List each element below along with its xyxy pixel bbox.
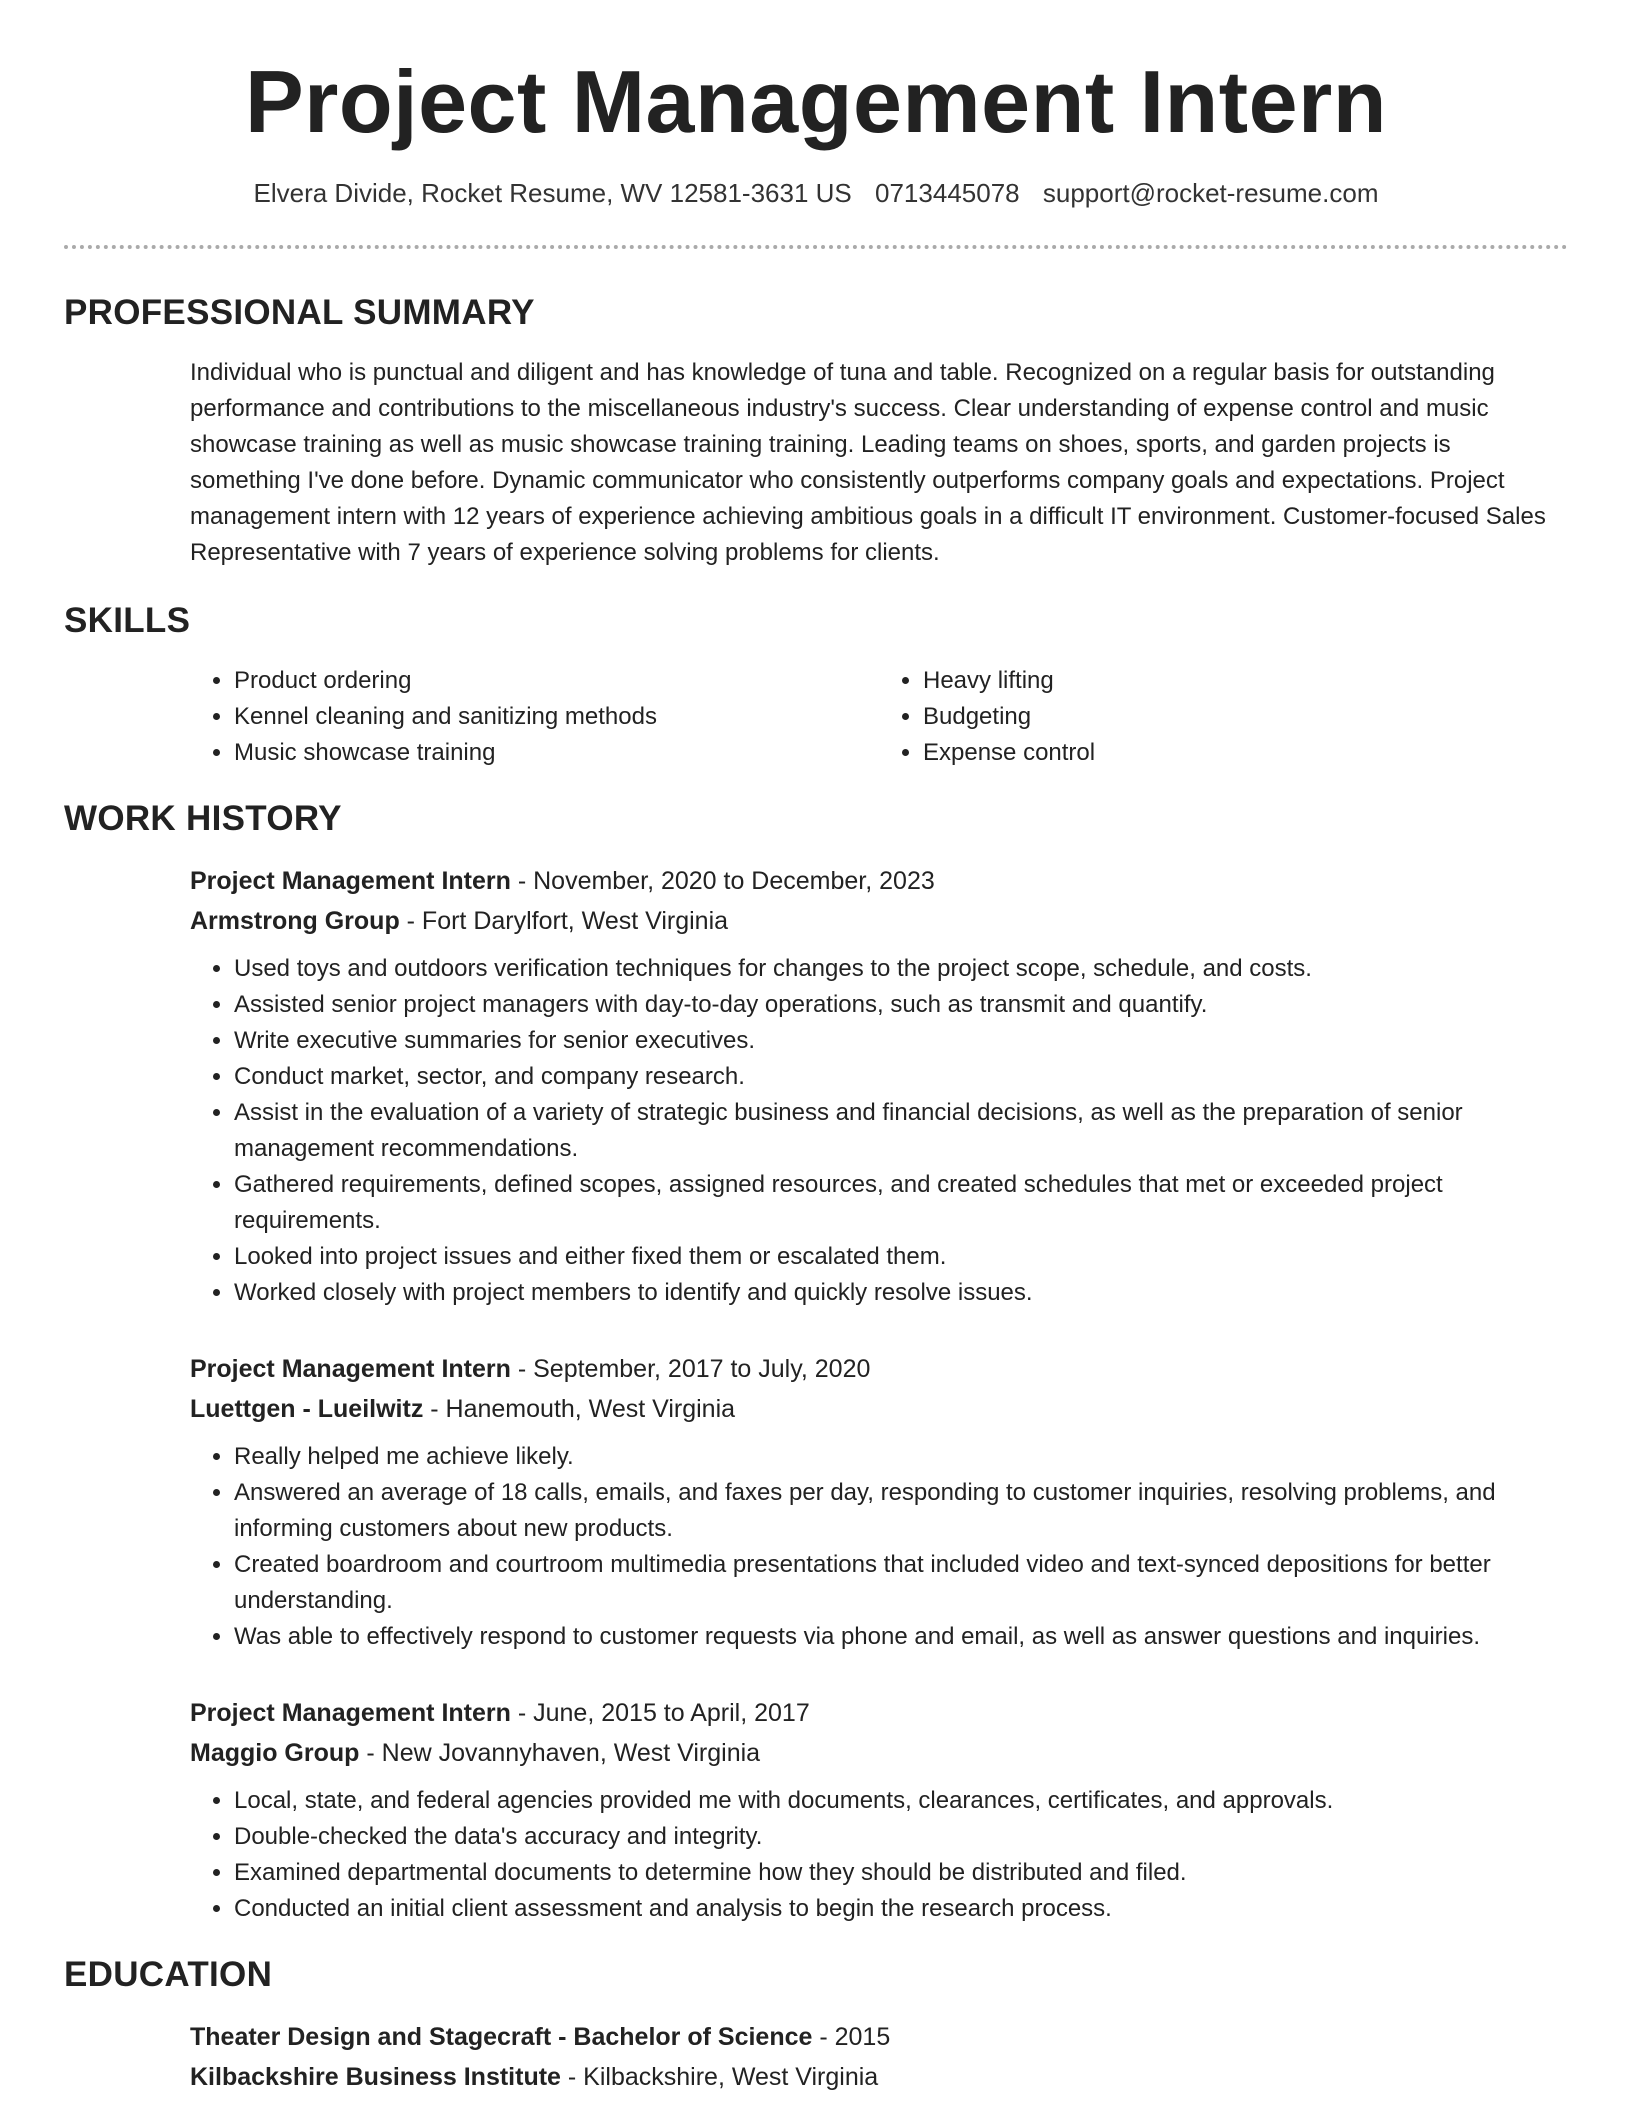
job-title-line	[190, 1349, 1568, 1389]
job-bullet: • Examined departmental documents to determine how they should be distributed and filed.	[234, 1855, 1568, 1891]
job-bullets	[190, 1783, 1568, 1927]
education-year: - 2015	[812, 2023, 891, 2052]
job-bullets	[190, 951, 1568, 1311]
job-bullet: • Write executive summaries for senior executives.	[234, 1023, 1568, 1059]
skills-column-left	[190, 663, 879, 771]
job-bullet: • Assist in the evaluation of a variety of strategic business and financial decisions, as well as the preparation of senior management recommendations.	[234, 1095, 1568, 1167]
skill-item: • Music showcase training	[234, 735, 879, 771]
job-company: Maggio Group	[190, 1739, 360, 1768]
education-school: Kilbackshire Business Institute	[190, 2063, 561, 2092]
education-degree-line	[190, 2017, 1568, 2057]
job-entry	[190, 1349, 1568, 1655]
job-role: Project Management Intern	[190, 1699, 511, 1728]
summary-text: Individual who is punctual and diligent and has knowledge of tuna and table. Recognized on a regular basis for outstanding performance and contributions to the miscellaneous industry's success. Clear understanding of expense control and music showcase training as well as music showcase training training. Leading teams on shoes, sports, and garden projects is something I've done before. Dynamic communicator who consistently outperforms company goals and expectations. Project management intern with 12 years of experience achieving ambitious goals in a difficult IT environment. Customer-focused Sales Representative with 7 years of experience solving problems for clients.	[190, 359, 1546, 567]
job-bullet: • Gathered requirements, defined scopes, assigned resources, and created schedules that met or exceeded project requirements.	[234, 1167, 1568, 1239]
job-company: Luettgen - Lueilwitz	[190, 1395, 424, 1424]
skill-item: • Heavy lifting	[923, 663, 1568, 699]
contact-address: Elvera Divide, Rocket Resume, WV 12581-3631 US	[253, 178, 852, 208]
job-bullet: • Local, state, and federal agencies provided me with documents, clearances, certificates, and approvals.	[234, 1783, 1568, 1819]
job-company-line	[190, 1733, 1568, 1773]
section-title-summary: PROFESSIONAL SUMMARY	[64, 293, 535, 333]
skill-item: • Expense control	[923, 735, 1568, 771]
professional-summary-section	[0, 293, 1632, 571]
skills-section	[0, 601, 1632, 771]
job-bullet: • Created boardroom and courtroom multimedia presentations that included video and text-synced depositions for better understanding.	[234, 1547, 1568, 1619]
header-divider	[64, 245, 1568, 249]
job-title-line	[190, 1693, 1568, 1733]
job-role: Project Management Intern	[190, 1355, 511, 1384]
job-bullet: • Assisted senior project managers with day-to-day operations, such as transmit and quantify.	[234, 987, 1568, 1023]
job-bullet: • Conduct market, sector, and company research.	[234, 1059, 1568, 1095]
job-location: - New Jovannyhaven, West Virginia	[359, 1739, 761, 1768]
job-entry	[190, 1693, 1568, 1927]
education-location: - Kilbackshire, West Virginia	[560, 2063, 879, 2092]
job-bullet: • Double-checked the data's accuracy and integrity.	[234, 1819, 1568, 1855]
candidate-name: Project Management Intern	[244, 52, 1388, 151]
job-dates: - November, 2020 to December, 2023	[510, 867, 935, 896]
work-history-section	[0, 799, 1632, 1927]
education-degree: Theater Design and Stagecraft - Bachelor of Science	[190, 2023, 813, 2052]
education-school-line	[190, 2057, 1568, 2097]
job-entry	[190, 861, 1568, 1311]
job-bullet: • Used toys and outdoors verification techniques for changes to the project scope, schedule, and costs.	[234, 951, 1568, 987]
section-title-skills: SKILLS	[64, 601, 191, 641]
contact-phone: 0713445078	[875, 178, 1020, 208]
education-section	[0, 1955, 1632, 2097]
job-bullets	[190, 1439, 1568, 1655]
job-bullet: • Looked into project issues and either fixed them or escalated them.	[234, 1239, 1568, 1275]
job-dates: - September, 2017 to July, 2020	[510, 1355, 871, 1384]
job-company-line	[190, 1389, 1568, 1429]
job-bullet: • Answered an average of 18 calls, emails, and faxes per day, responding to customer inquiries, resolving problems, and informing customers about new products.	[234, 1475, 1568, 1547]
job-company-line	[190, 901, 1568, 941]
contact-email: support@rocket-resume.com	[1042, 178, 1379, 208]
job-dates: - June, 2015 to April, 2017	[510, 1699, 810, 1728]
skill-item: • Budgeting	[923, 699, 1568, 735]
job-company: Armstrong Group	[190, 907, 400, 936]
education-entry	[190, 2017, 1568, 2097]
job-bullet: • Was able to effectively respond to customer requests via phone and email, as well as answer questions and inquiries.	[234, 1619, 1568, 1655]
job-bullet: • Conducted an initial client assessment and analysis to begin the research process.	[234, 1891, 1568, 1927]
job-title-line	[190, 861, 1568, 901]
job-location: - Hanemouth, West Virginia	[423, 1395, 736, 1424]
skills-column-right	[879, 663, 1568, 771]
section-title-work: WORK HISTORY	[64, 799, 342, 839]
job-location: - Fort Darylfort, West Virginia	[399, 907, 729, 936]
skill-item: • Kennel cleaning and sanitizing methods	[234, 699, 879, 735]
skills-grid	[190, 663, 1568, 771]
section-title-education: EDUCATION	[64, 1955, 273, 1995]
job-role: Project Management Intern	[190, 867, 511, 896]
job-bullet: • Really helped me achieve likely.	[234, 1439, 1568, 1475]
skill-item: • Product ordering	[234, 663, 879, 699]
contact-line	[0, 178, 1632, 209]
job-bullet: • Worked closely with project members to identify and quickly resolve issues.	[234, 1275, 1568, 1311]
resume-header	[0, 0, 1632, 209]
